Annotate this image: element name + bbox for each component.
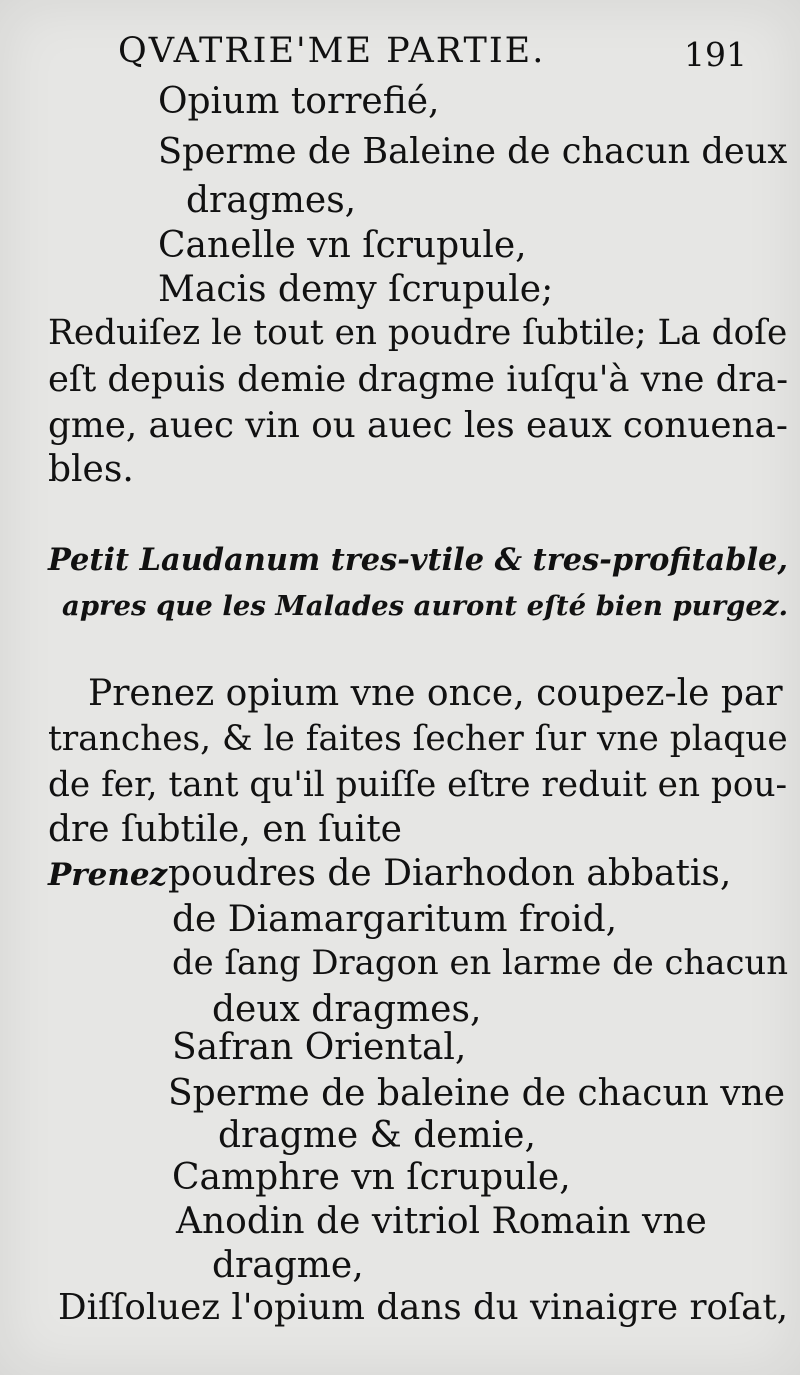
- text-line: Diſſoluez l'opium dans du vinaigre roſat,: [58, 1287, 789, 1328]
- text-line: Sperme de baleine de chacun vne: [168, 1073, 786, 1114]
- text-line: deux dragmes,: [212, 989, 482, 1030]
- text-line: Opium torrefié,: [158, 81, 440, 122]
- page-number: 191: [684, 35, 747, 74]
- text-line: bles.: [48, 449, 134, 490]
- text-line: gme, auec vin ou auec les eaux conuena-: [48, 405, 788, 446]
- text-line: Safran Oriental,: [172, 1027, 467, 1068]
- text-line: Sperme de Baleine de chacun deux: [158, 131, 788, 172]
- text-line: tranches, & le faites ſecher ſur vne plaque: [48, 719, 788, 759]
- text-line: eſt depuis demie dragme iuſqu'à vne dra-: [48, 359, 789, 400]
- running-title: QVATRIE'ME PARTIE.: [118, 31, 546, 71]
- text-line: Canelle vn ſcrupule,: [158, 225, 527, 266]
- recipe-keyword: Prenez: [48, 857, 168, 893]
- text-line: Camphre vn ſcrupule,: [172, 1157, 571, 1198]
- text-line: Reduiſez le tout en poudre ſubtile; La doſe: [48, 313, 788, 353]
- text-line: Macis demy ſcrupule;: [158, 269, 554, 310]
- section-heading: apres que les Malades auront eſté bien purgez.: [62, 590, 789, 622]
- section-heading: Petit Laudanum tres-vtile & tres-profitable,: [48, 542, 788, 578]
- text-line: dre ſubtile, en ſuite: [48, 809, 402, 850]
- text-line: dragme,: [212, 1245, 364, 1286]
- text-line: poudres de Diarhodon abbatis,: [168, 853, 732, 894]
- text-line: dragme & demie,: [218, 1115, 536, 1156]
- text-line: de Diamargaritum froid,: [172, 899, 618, 940]
- text-line: de ſang Dragon en larme de chacun: [172, 943, 789, 982]
- text-line: de fer, tant qu'il puiſſe eſtre reduit en pou-: [48, 765, 788, 805]
- text-line: Anodin de vitriol Romain vne: [176, 1201, 707, 1242]
- text-line: dragmes,: [186, 180, 357, 221]
- text-line: Prenez opium vne once, coupez-le par: [88, 673, 783, 714]
